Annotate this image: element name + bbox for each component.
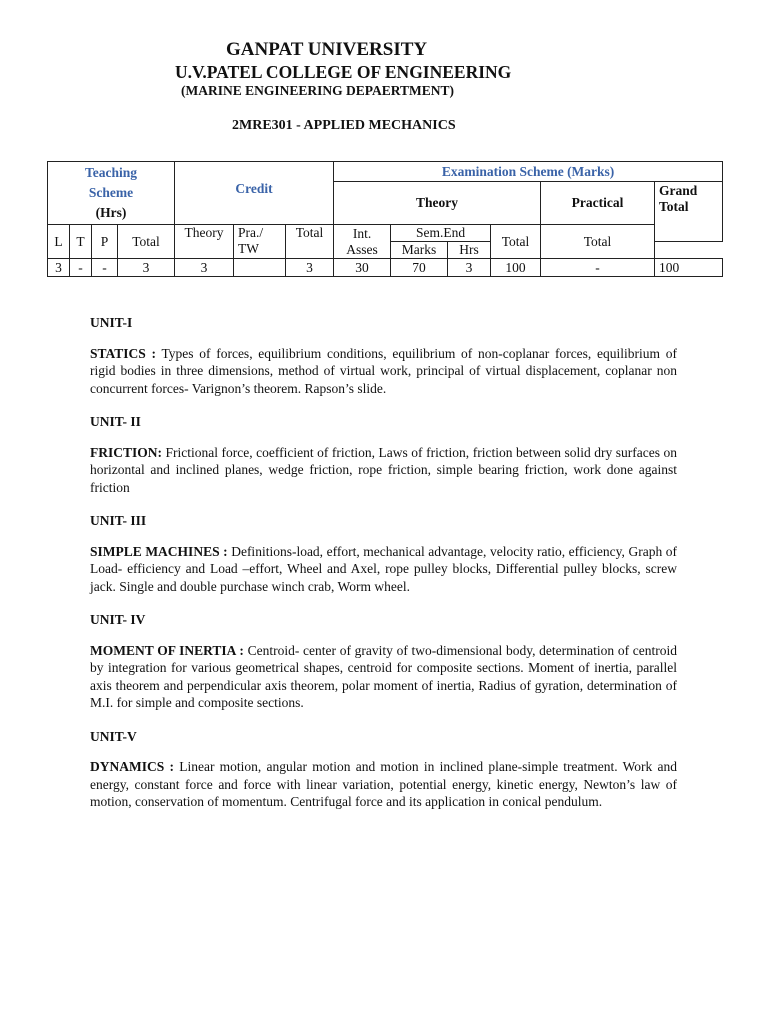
cell-practical-total: - [541,259,655,277]
cell-credit-pra [234,259,286,277]
unit-section [90,512,677,595]
t-header [70,225,92,259]
p-label: P [100,233,109,249]
teaching-scheme-line3: (Hrs) [95,205,127,220]
theory-total-label: Total [501,233,530,249]
unit-text: Types of forces, equilibrium conditions, equilibrium of non-coplanar forces, equilibrium of rigid bodies in three dimensions, method of virtual work, principal of virtual displacement, coplanar non concurrent forces- Varignon’s theorem. Rapson’s slide. [90,345,677,396]
cell-hrs: 3 [448,259,491,277]
unit-text: Linear motion, angular motion and motion in inclined plane-simple treatment. Work and energy, constant force and force with linear variation, potential energy, kinetic energy, Newton’s law of motion, conservation of momentum. Centrifugal force and its application in conical pendulum. [90,759,677,809]
unit-title: UNIT- II [90,414,141,429]
unit-heading: STATICS : [90,345,156,361]
credit-pra-line2: TW [238,241,260,256]
unit-title: UNIT-V [90,728,137,744]
credit-header [175,162,334,225]
grand-total-line2: Total [659,199,689,214]
cell-teaching-total: 3 [118,259,175,277]
unit-section [90,413,677,496]
theory-total-header [491,225,541,259]
unit-title: UNIT-I [90,315,133,330]
unit-section [90,314,677,397]
unit-heading: MOMENT OF INERTIA : [90,642,244,658]
unit-text: Definitions-load, effort, mechanical advantage, velocity ratio, efficiency, Graph of Load- efficiency and Load –effort, Wheel and Axel, rope pulley blocks, Differential pulley blocks, screw jack. Single and double purchase winch crab, Worm wheel. [90,543,677,594]
unit-text: Frictional force, coefficient of friction, Laws of friction, friction between solid dry surfaces on horizontal and inclined planes, wedge friction, rope friction, simple bearing friction, work done against friction [90,444,677,495]
credit-pra-line1: Pra./ [238,225,264,240]
teaching-scheme-line1: Teaching [85,165,138,180]
hrs-header [448,242,491,259]
practical-total-header [541,225,655,259]
grand-total-line1: Grand [659,183,698,198]
practical-total-label: Total [583,233,612,249]
exam-scheme-label: Examination Scheme (Marks) [441,163,615,179]
credit-theory-label: Theory [184,225,224,240]
unit-paragraph [90,345,677,398]
cell-int-asses: 30 [334,259,391,277]
cell-p: - [92,259,118,277]
unit-title: UNIT- IV [90,612,146,627]
teaching-scheme-header [48,162,175,225]
cell-grand-total: 100 [655,259,723,277]
hrs-label: Hrs [459,242,479,257]
int-asses-line1: Int. [352,225,372,241]
theory-header [334,182,541,225]
unit-paragraph [90,758,677,811]
cell-marks: 70 [391,259,448,277]
p-header [92,225,118,259]
syllabus-content [90,314,677,827]
unit-text: Centroid- center of gravity of two-dimensional body, determination of centroid by integration for various geometrical shapes, centroid for composite sections. Moment of inertia, parallel axis theorem and perpendicular axis theorem, polar moment of inertia, Radius of gyration, determination of M.I. for simple and composite sections. [90,642,677,710]
marks-header [391,242,448,259]
department-title: (MARINE ENGINEERING DEPAERTMENT) [181,83,455,98]
unit-section [90,611,677,712]
credit-label: Credit [235,181,273,196]
cell-t: - [70,259,92,277]
grand-total-header [655,182,723,242]
t-label: T [76,233,85,249]
unit-heading: DYNAMICS : [90,759,174,774]
sem-end-label: Sem.End [415,225,466,240]
unit-heading: FRICTION: [90,444,163,460]
scheme-table [47,161,723,277]
table-row [48,259,723,277]
l-label: L [54,233,63,249]
teaching-scheme-line2: Scheme [88,185,134,200]
credit-theory-header [175,225,234,259]
theory-label: Theory [416,195,459,210]
practical-label: Practical [571,195,624,210]
unit-section [90,728,677,811]
unit-paragraph [90,642,677,712]
int-asses-header [334,225,391,259]
university-title: GANPAT UNIVERSITY [226,39,428,60]
cell-theory-total: 100 [491,259,541,277]
cell-credit-total: 3 [286,259,334,277]
course-title: 2MRE301 - APPLIED MECHANICS [232,118,456,133]
cell-credit-theory: 3 [175,259,234,277]
unit-paragraph [90,444,677,497]
l-header [48,225,70,259]
practical-header [541,182,655,225]
sem-end-header [391,225,491,242]
teaching-total-header [118,225,175,259]
college-title: U.V.PATEL COLLEGE OF ENGINEERING [175,62,512,82]
credit-pra-header [234,225,286,259]
credit-total-label: Total [295,225,324,240]
unit-heading: SIMPLE MACHINES : [90,543,228,559]
int-asses-line2: Asses [346,241,378,257]
exam-scheme-header [334,162,723,182]
credit-total-header [286,225,334,259]
unit-paragraph [90,543,677,596]
unit-title: UNIT- III [90,513,147,528]
cell-l: 3 [48,259,70,277]
teaching-total-label: Total [132,233,160,249]
marks-label: Marks [401,242,437,257]
